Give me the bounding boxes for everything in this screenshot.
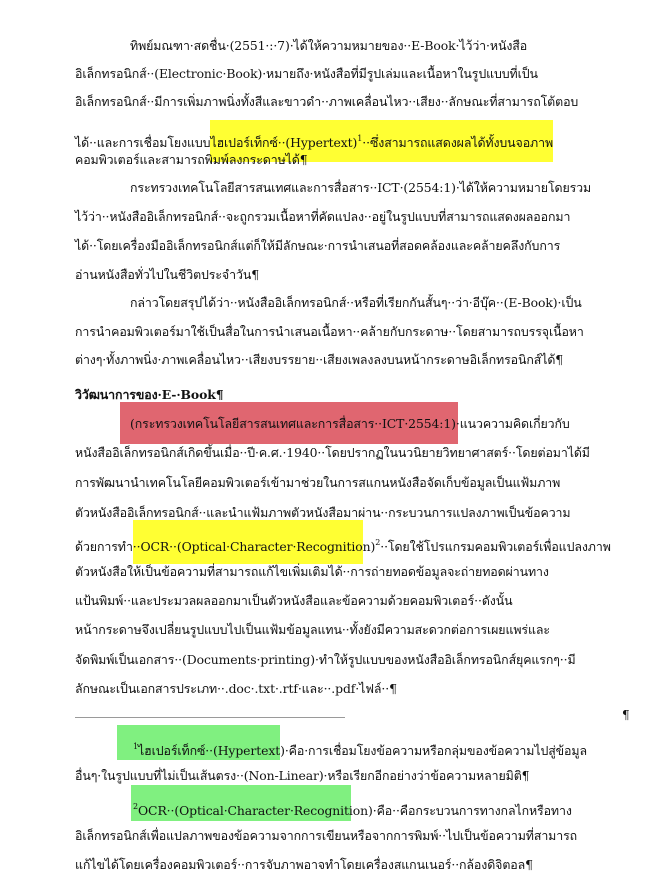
p4-line-3: การพัฒนานำเทคโนโลยีคอมพิวเตอร์เข้ามาช่วยในการสแกนหนังสือจัดเก็บข้อมูลเป็นแฟ้มภาพ: [75, 475, 561, 490]
p4-line-6: ตัวหนังสือให้เป็นข้อความที่สามารถแก้ไขเพิ่มเติมได้··การถ่ายทอดข้อมูลจะถ่ายทอดผ่านทาง: [75, 564, 549, 579]
p4-line-5: [75, 533, 611, 557]
hypertext-term: ไฮเปอร์เท็กซ์··(Hypertext): [210, 135, 358, 150]
pilcrow-mark: ¶: [622, 708, 630, 722]
p1-line-1: ทิพย์มณฑา·สดชื่น·(2551·:·7)·ได้ให้ความหมายของ··E-Book·ไว้ว่า·หนังสือ: [130, 38, 528, 53]
p1-line-5: คอมพิวเตอร์และสามารถพิมพ์ลงกระดาษได้¶: [75, 152, 308, 167]
p4-line-4: ตัวหนังสืออิเล็กทรอนิกส์··และนำแฟ้มภาพตัวหนังสือมาผ่าน··กระบวนการแปลงภาพเป็นข้อความ: [75, 505, 571, 520]
footnote-ref-1[interactable]: 1: [357, 134, 363, 143]
section-heading: วิวัฒนาการของ·E-·Book¶: [75, 387, 224, 402]
p4-line-8: หน้ากระดาษจึงเปลี่ยนรูปแบบไปเป็นแฟ้มข้อมูลแทน··ทั้งยังมีความสะดวกต่อการเผยแพร่และ: [75, 622, 550, 637]
p3-line-2: การนำคอมพิวเตอร์มาใช้เป็นสื่อในการนำเสนอเนื้อหา··คล้ายกับกระดาษ··โดยสามารถบรรจุเนื้อหา: [75, 324, 584, 339]
text-run: ·คือ·การเชื่อมโยงข้อความหรือกลุ่มของข้อความไปสู่ข้อมูล: [284, 743, 587, 758]
p4-line-7: แป้นพิมพ์··และประมวลผลออกมาเป็นตัวหนังสือและข้อความด้วยคอมพิวเตอร์··ดังนั้น: [75, 593, 513, 608]
p3-line-1: กล่าวโดยสรุปได้ว่า··หนังสืออิเล็กทรอนิกส์··หรือที่เรียกกันสั้นๆ··ว่า·อีบุ๊ค··(E-Book)·เป็น: [130, 295, 582, 310]
text-run: ด้วยการทำ··: [75, 539, 141, 554]
footnote-2-term: OCR··(Optical·Character·Recognition): [138, 803, 373, 818]
footnote-2-line-3: แก้ไขได้โดยเครื่องคอมพิวเตอร์··การจับภาพอาจทำโดยเครื่องสแกนเนอร์··กล้องดิจิตอล¶: [75, 857, 533, 872]
footnote-2-number: 2: [133, 802, 138, 811]
text-run: แนวความคิดเกี่ยวกับ: [459, 416, 570, 431]
p2-line-3: ได้··โดยเครื่องมืออิเล็กทรอนิกส์แต่ก็ให้มีลักษณะ·การนำเสนอที่สอดคล้องและคล้ายคลึงกับการ: [75, 238, 561, 253]
p4-line-1: [130, 414, 570, 434]
text-run: ··โดยใช้โปรแกรมคอมพิวเตอร์เพื่อแปลงภาพ: [380, 539, 611, 554]
text-run: ··ซึ่งสามารถแสดงผลได้ทั้งบนจอภาพ: [362, 135, 554, 150]
text-run: ·คือ··คือกระบวนการทางกลไกหรือทาง: [372, 803, 572, 818]
footnote-separator: [75, 717, 345, 718]
p4-line-2: หนังสืออิเล็กทรอนิกส์เกิดขึ้นเมื่อ··ปี·ค.ศ.·1940··โดยปรากฏในนวนิยายวิทยาศาสตร์··โดยต่อมาได้มี: [75, 445, 590, 460]
ocr-term: OCR··(Optical·Character·Recognition): [140, 539, 376, 554]
p4-line-10: ลักษณะเป็นเอกสารประเภท··.doc·.txt·.rtf·และ··.pdf·ไฟล์··¶: [75, 681, 397, 696]
p4-line-9: จัดพิมพ์เป็นเอกสาร··(Documents·printing)·ทำให้รูปแบบของหนังสืออิเล็กทรอนิกส์ยุคแรกๆ··มี: [75, 652, 576, 667]
footnote-1-term: ไฮเปอร์เท็กซ์··(Hypertext): [138, 743, 285, 758]
footnote-1-line-2: อื่นๆ·ในรูปแบบที่ไม่เป็นเส้นตรง··(Non-Linear)·หรือเรียกอีกอย่างว่าข้อความหลายมิติ¶: [75, 768, 530, 783]
ict-citation: (กระทรวงเทคโนโลยีสารสนเทศและการสื่อสาร··ICT·2554:1)·: [130, 416, 460, 431]
p2-line-2: ไว้ว่า··หนังสืออิเล็กทรอนิกส์··จะถูกรวมเนื้อหาที่คัดแปลง··อยู่ในรูปแบบที่สามารถแสดงผลออกมา: [75, 209, 571, 224]
footnote-2-line-2: อิเล็กทรอนิกส์เพื่อแปลภาพของข้อความจากการเขียนหรือจากการพิมพ์··ไปเป็นข้อความที่สามารถ: [75, 828, 578, 843]
footnote-ref-2[interactable]: 2: [375, 538, 381, 547]
text-run: ได้··และการเชื่อมโยงแบบ: [75, 135, 211, 150]
p1-line-3: อิเล็กทรอนิกส์··มีการเพิ่มภาพนิ่งทั้งสีและขาวดำ··ภาพเคลื่อนไหว··เสียง··ลักษณะที่สามารถโต้ตอบ: [75, 94, 579, 109]
p3-line-3: ต่างๆ·ทั้งภาพนิ่ง·ภาพเคลื่อนไหว··เสียงบรรยาย··เสียงเพลงลงบนหน้ากระดาษอิเล็กทรอนิกส์ได้¶: [75, 352, 564, 367]
p2-line-1: กระทรวงเทคโนโลยีสารสนเทศและการสื่อสาร··ICT·(2554:1)·ได้ให้ความหมายโดยรวม: [130, 180, 592, 195]
footnote-1-line-1: [133, 737, 587, 761]
footnote-2-line-1: [133, 797, 572, 821]
p2-line-4: อ่านหนังสือทั่วไปในชีวิตประจำวัน¶: [75, 267, 260, 282]
footnote-1-number: 1: [133, 742, 138, 751]
p1-line-2: อิเล็กทรอนิกส์··(Electronic·Book)·หมายถึง·หนังสือที่มีรูปเล่มและเนื้อหาในรูปแบบที่เป็น: [75, 66, 538, 81]
